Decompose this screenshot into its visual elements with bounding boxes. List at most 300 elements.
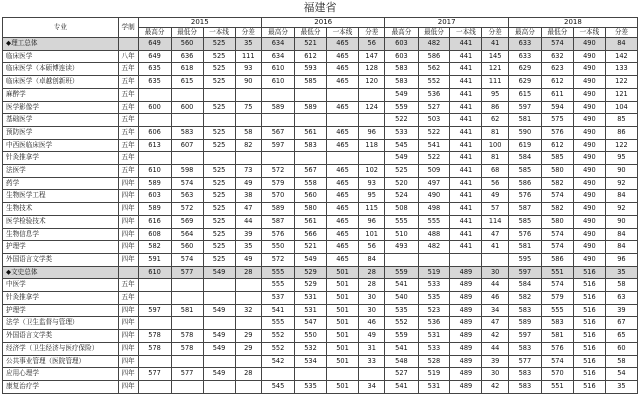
- score-cell: 649: [138, 50, 171, 63]
- score-cell: 441: [450, 139, 482, 152]
- score-cell: 33: [358, 355, 384, 368]
- score-cell: 147: [358, 50, 384, 63]
- year-header-row: [3, 18, 638, 28]
- duration: 四年: [118, 304, 138, 317]
- header-sub-min: 最低分: [171, 28, 203, 38]
- score-cell: 558: [295, 177, 327, 190]
- score-cell: 490: [573, 38, 605, 51]
- major-name: 针灸推拿学: [3, 292, 119, 305]
- score-cell: 501: [327, 330, 359, 343]
- score-cell: 597: [138, 304, 171, 317]
- score-cell: 490: [573, 76, 605, 89]
- score-cell: 58: [605, 355, 637, 368]
- score-cell: [203, 380, 235, 393]
- score-cell: [203, 317, 235, 330]
- score-cell: 523: [418, 304, 450, 317]
- score-cell: 441: [450, 38, 482, 51]
- major-name: 医学检验技术: [3, 215, 119, 228]
- duration: 五年: [118, 63, 138, 76]
- score-cell: 586: [418, 50, 450, 63]
- score-cell: 489: [450, 304, 482, 317]
- score-cell: 465: [327, 177, 359, 190]
- score-cell: 482: [418, 241, 450, 254]
- score-cell: 597: [262, 139, 295, 152]
- score-cell: 574: [541, 241, 573, 254]
- score-cell: 441: [450, 50, 482, 63]
- score-cell: [138, 114, 171, 127]
- table-row: [3, 317, 638, 330]
- score-cell: 583: [385, 63, 418, 76]
- score-cell: 489: [450, 279, 482, 292]
- score-cell: 629: [508, 63, 541, 76]
- score-cell: 490: [573, 228, 605, 241]
- score-cell: 28: [235, 368, 261, 381]
- score-cell: 145: [482, 50, 508, 63]
- score-cell: 465: [327, 139, 359, 152]
- duration: 五年: [118, 76, 138, 89]
- score-cell: [418, 253, 450, 266]
- score-cell: 490: [573, 126, 605, 139]
- major-name: 康复治疗学: [3, 380, 119, 393]
- score-cell: 582: [138, 241, 171, 254]
- score-cell: 35: [605, 266, 637, 279]
- table-row: [3, 76, 638, 89]
- score-cell: 489: [450, 355, 482, 368]
- score-cell: 525: [203, 190, 235, 203]
- page-title: 福建省: [303, 1, 337, 14]
- score-cell: 635: [138, 76, 171, 89]
- score-cell: 41: [482, 38, 508, 51]
- score-cell: 559: [385, 101, 418, 114]
- score-cell: [138, 292, 171, 305]
- header-sub-diff: 分差: [605, 28, 637, 38]
- major-name: 护理学: [3, 304, 119, 317]
- score-cell: 95: [605, 152, 637, 165]
- score-cell: 521: [295, 38, 327, 51]
- score-cell: 525: [203, 76, 235, 89]
- score-cell: 441: [450, 126, 482, 139]
- score-cell: [171, 317, 203, 330]
- table-row: [3, 50, 638, 63]
- score-cell: 35: [235, 38, 261, 51]
- score-cell: 574: [541, 190, 573, 203]
- score-cell: 578: [171, 330, 203, 343]
- score-cell: 75: [235, 101, 261, 114]
- score-cell: 101: [358, 228, 384, 241]
- score-cell: [138, 317, 171, 330]
- score-cell: 84: [605, 241, 637, 254]
- table-row: [3, 215, 638, 228]
- score-cell: 552: [385, 317, 418, 330]
- score-cell: 46: [358, 317, 384, 330]
- score-cell: 84: [605, 38, 637, 51]
- score-cell: 615: [508, 88, 541, 101]
- table-row: [3, 139, 638, 152]
- score-cell: 92: [605, 203, 637, 216]
- score-cell: 95: [358, 190, 384, 203]
- score-cell: 540: [385, 292, 418, 305]
- score-cell: [171, 88, 203, 101]
- score-cell: 580: [541, 165, 573, 178]
- score-cell: 489: [450, 368, 482, 381]
- score-cell: 501: [327, 304, 359, 317]
- major-name: 生物信息学: [3, 228, 119, 241]
- score-cell: 549: [203, 304, 235, 317]
- score-cell: 564: [171, 228, 203, 241]
- score-cell: 49: [358, 330, 384, 343]
- score-cell: 563: [171, 190, 203, 203]
- score-cell: 635: [138, 63, 171, 76]
- score-cell: 73: [235, 165, 261, 178]
- score-cell: 508: [385, 203, 418, 216]
- score-cell: 441: [450, 88, 482, 101]
- header-sub-line: 一本线: [327, 28, 359, 38]
- table-row: [3, 368, 638, 381]
- score-cell: [235, 380, 261, 393]
- table-group-row: [3, 266, 638, 279]
- duration: 五年: [118, 88, 138, 101]
- score-cell: 527: [385, 368, 418, 381]
- major-name: 麻醉学: [3, 88, 119, 101]
- score-cell: [482, 253, 508, 266]
- score-cell: 47: [235, 203, 261, 216]
- score-cell: 489: [450, 342, 482, 355]
- score-cell: 549: [203, 368, 235, 381]
- score-cell: 441: [450, 241, 482, 254]
- score-cell: 536: [418, 317, 450, 330]
- score-cell: 542: [262, 355, 295, 368]
- score-cell: 57: [482, 203, 508, 216]
- score-cell: 634: [262, 38, 295, 51]
- score-cell: 583: [508, 368, 541, 381]
- score-cell: 42: [482, 380, 508, 393]
- score-cell: 633: [508, 50, 541, 63]
- score-cell: 490: [573, 203, 605, 216]
- score-cell: [203, 114, 235, 127]
- score-cell: 525: [203, 63, 235, 76]
- score-cell: 525: [203, 177, 235, 190]
- score-cell: 531: [295, 292, 327, 305]
- score-cell: 465: [327, 76, 359, 89]
- duration: 八年: [118, 50, 138, 63]
- score-cell: 465: [327, 253, 359, 266]
- score-cell: 636: [171, 50, 203, 63]
- score-cell: 589: [262, 101, 295, 114]
- score-cell: 549: [203, 330, 235, 343]
- score-cell: 501: [327, 342, 359, 355]
- duration: 四年: [118, 228, 138, 241]
- score-cell: 90: [605, 165, 637, 178]
- major-name: 中医学: [3, 279, 119, 292]
- score-cell: [235, 292, 261, 305]
- duration: 四年: [118, 190, 138, 203]
- score-cell: 577: [171, 368, 203, 381]
- score-cell: 551: [541, 380, 573, 393]
- score-cell: 465: [327, 126, 359, 139]
- score-cell: 90: [235, 76, 261, 89]
- score-cell: 584: [508, 152, 541, 165]
- score-cell: 465: [327, 215, 359, 228]
- table-row: [3, 355, 638, 368]
- score-cell: 580: [541, 215, 573, 228]
- score-cell: 81: [482, 152, 508, 165]
- table-row: [3, 177, 638, 190]
- header-sub-min: 最低分: [418, 28, 450, 38]
- score-cell: 490: [573, 241, 605, 254]
- score-cell: 39: [605, 304, 637, 317]
- score-cell: [138, 355, 171, 368]
- score-cell: 32: [235, 304, 261, 317]
- score-cell: 555: [262, 317, 295, 330]
- score-cell: 38: [235, 190, 261, 203]
- score-cell: 42: [482, 330, 508, 343]
- score-cell: 570: [541, 368, 573, 381]
- score-cell: [235, 88, 261, 101]
- score-cell: 584: [508, 279, 541, 292]
- score-cell: 525: [203, 228, 235, 241]
- score-cell: 56: [482, 177, 508, 190]
- score-cell: 577: [138, 368, 171, 381]
- header-sub-line: 一本线: [203, 28, 235, 38]
- score-cell: [295, 114, 327, 127]
- header-sub-max: 最高分: [138, 28, 171, 38]
- score-cell: 533: [418, 279, 450, 292]
- score-cell: 516: [573, 380, 605, 393]
- score-cell: 441: [450, 76, 482, 89]
- score-cell: 583: [295, 139, 327, 152]
- major-name: 经济学（卫生经济与医疗保险）: [3, 342, 119, 355]
- major-name: 预防医学: [3, 126, 119, 139]
- score-cell: 465: [327, 190, 359, 203]
- table-row: [3, 241, 638, 254]
- duration: 四年: [118, 177, 138, 190]
- score-cell: 559: [385, 330, 418, 343]
- score-cell: [171, 279, 203, 292]
- duration: 五年: [118, 152, 138, 165]
- score-cell: [262, 88, 295, 101]
- score-cell: 586: [541, 253, 573, 266]
- header-year: 2017: [385, 18, 508, 28]
- score-cell: 49: [235, 253, 261, 266]
- score-cell: 603: [138, 190, 171, 203]
- score-cell: 465: [327, 38, 359, 51]
- score-cell: 118: [358, 139, 384, 152]
- score-cell: 34: [482, 304, 508, 317]
- table-body: [3, 38, 638, 394]
- score-cell: 574: [171, 177, 203, 190]
- score-cell: 583: [508, 342, 541, 355]
- score-cell: 525: [203, 165, 235, 178]
- score-cell: 600: [138, 101, 171, 114]
- score-cell: 589: [138, 177, 171, 190]
- major-name: 护理学: [3, 241, 119, 254]
- score-cell: 623: [541, 63, 573, 76]
- duration: 五年: [118, 165, 138, 178]
- score-cell: 649: [138, 38, 171, 51]
- score-cell: 96: [605, 253, 637, 266]
- score-cell: 465: [327, 203, 359, 216]
- score-cell: 489: [450, 317, 482, 330]
- header-sub-min: 最低分: [295, 28, 327, 38]
- score-cell: 531: [418, 330, 450, 343]
- score-cell: [171, 380, 203, 393]
- score-cell: 516: [573, 292, 605, 305]
- score-cell: 567: [295, 165, 327, 178]
- score-cell: 576: [541, 126, 573, 139]
- score-cell: 633: [508, 38, 541, 51]
- score-cell: 441: [450, 177, 482, 190]
- score-cell: 525: [203, 253, 235, 266]
- header-sub-line: 一本线: [573, 28, 605, 38]
- duration: [118, 266, 138, 279]
- score-cell: 549: [385, 88, 418, 101]
- score-cell: 576: [262, 228, 295, 241]
- table-row: [3, 304, 638, 317]
- score-cell: 44: [235, 215, 261, 228]
- duration: 四年: [118, 317, 138, 330]
- score-cell: 616: [138, 215, 171, 228]
- score-cell: 84: [358, 253, 384, 266]
- duration: 四年: [118, 342, 138, 355]
- score-cell: 541: [385, 342, 418, 355]
- major-name: 外国语言文学类: [3, 253, 119, 266]
- score-cell: 583: [508, 304, 541, 317]
- header-year: 2016: [262, 18, 385, 28]
- score-cell: 47: [482, 317, 508, 330]
- score-cell: 597: [508, 330, 541, 343]
- score-cell: 531: [418, 380, 450, 393]
- header-sub-max: 最高分: [508, 28, 541, 38]
- score-cell: 590: [508, 126, 541, 139]
- score-cell: 30: [482, 266, 508, 279]
- score-cell: 581: [171, 304, 203, 317]
- score-cell: 610: [138, 266, 171, 279]
- score-cell: 516: [573, 355, 605, 368]
- score-cell: 493: [385, 241, 418, 254]
- score-cell: 634: [262, 50, 295, 63]
- score-cell: [327, 368, 359, 381]
- score-cell: 121: [482, 63, 508, 76]
- score-cell: 516: [573, 279, 605, 292]
- score-cell: 111: [482, 76, 508, 89]
- score-cell: 560: [295, 190, 327, 203]
- score-cell: 95: [482, 88, 508, 101]
- score-cell: [138, 279, 171, 292]
- major-name: 中西医临床医学: [3, 139, 119, 152]
- score-cell: [358, 152, 384, 165]
- score-cell: 501: [327, 292, 359, 305]
- header-duration: 学制: [118, 18, 138, 38]
- score-cell: 501: [327, 317, 359, 330]
- score-cell: [203, 152, 235, 165]
- score-cell: 46: [482, 292, 508, 305]
- score-cell: 525: [203, 50, 235, 63]
- score-cell: 632: [541, 50, 573, 63]
- score-cell: 84: [605, 228, 637, 241]
- score-cell: [262, 368, 295, 381]
- score-cell: 559: [385, 266, 418, 279]
- score-cell: 527: [418, 101, 450, 114]
- score-cell: [295, 88, 327, 101]
- major-name: 基础医学: [3, 114, 119, 127]
- score-cell: [385, 253, 418, 266]
- score-cell: [358, 368, 384, 381]
- score-cell: 551: [541, 266, 573, 279]
- score-cell: 618: [171, 63, 203, 76]
- duration: 四年: [118, 241, 138, 254]
- score-cell: 582: [508, 292, 541, 305]
- major-name: 应用心理学: [3, 368, 119, 381]
- score-cell: 441: [450, 203, 482, 216]
- score-cell: 86: [605, 126, 637, 139]
- table-row: [3, 63, 638, 76]
- score-cell: 535: [385, 304, 418, 317]
- score-cell: 520: [385, 177, 418, 190]
- duration: 四年: [118, 380, 138, 393]
- score-cell: 56: [358, 38, 384, 51]
- score-cell: 501: [327, 279, 359, 292]
- table-row: [3, 165, 638, 178]
- score-cell: 124: [358, 101, 384, 114]
- score-cell: 578: [138, 330, 171, 343]
- score-cell: 615: [171, 76, 203, 89]
- score-cell: [203, 88, 235, 101]
- score-cell: 567: [262, 126, 295, 139]
- major-name: 生物医学工程: [3, 190, 119, 203]
- duration: 五年: [118, 139, 138, 152]
- score-cell: 552: [418, 76, 450, 89]
- score-cell: 104: [605, 101, 637, 114]
- score-cell: 525: [385, 165, 418, 178]
- score-cell: 28: [358, 266, 384, 279]
- score-cell: [327, 114, 359, 127]
- score-cell: 529: [295, 279, 327, 292]
- score-cell: 560: [171, 38, 203, 51]
- score-cell: 490: [573, 152, 605, 165]
- score-cell: 525: [203, 139, 235, 152]
- score-cell: 537: [262, 292, 295, 305]
- score-cell: 574: [541, 228, 573, 241]
- score-cell: [295, 152, 327, 165]
- score-cell: 490: [573, 165, 605, 178]
- score-cell: 572: [262, 253, 295, 266]
- score-cell: 541: [418, 139, 450, 152]
- major-name: ◆理工总体: [3, 38, 119, 51]
- score-cell: 488: [418, 228, 450, 241]
- score-cell: 93: [235, 63, 261, 76]
- score-cell: [203, 292, 235, 305]
- score-cell: 619: [508, 139, 541, 152]
- score-cell: 490: [573, 177, 605, 190]
- score-cell: 578: [138, 342, 171, 355]
- score-cell: 84: [605, 190, 637, 203]
- score-cell: 574: [541, 355, 573, 368]
- score-cell: 31: [358, 342, 384, 355]
- score-cell: 525: [203, 101, 235, 114]
- score-cell: 533: [385, 126, 418, 139]
- score-cell: 561: [295, 215, 327, 228]
- score-cell: 490: [573, 101, 605, 114]
- score-cell: 547: [295, 317, 327, 330]
- duration: 五年: [118, 279, 138, 292]
- score-cell: 593: [295, 63, 327, 76]
- score-cell: 29: [235, 330, 261, 343]
- score-cell: 489: [450, 292, 482, 305]
- score-cell: 525: [203, 38, 235, 51]
- score-cell: 578: [171, 342, 203, 355]
- score-cell: 606: [138, 126, 171, 139]
- score-cell: 441: [450, 228, 482, 241]
